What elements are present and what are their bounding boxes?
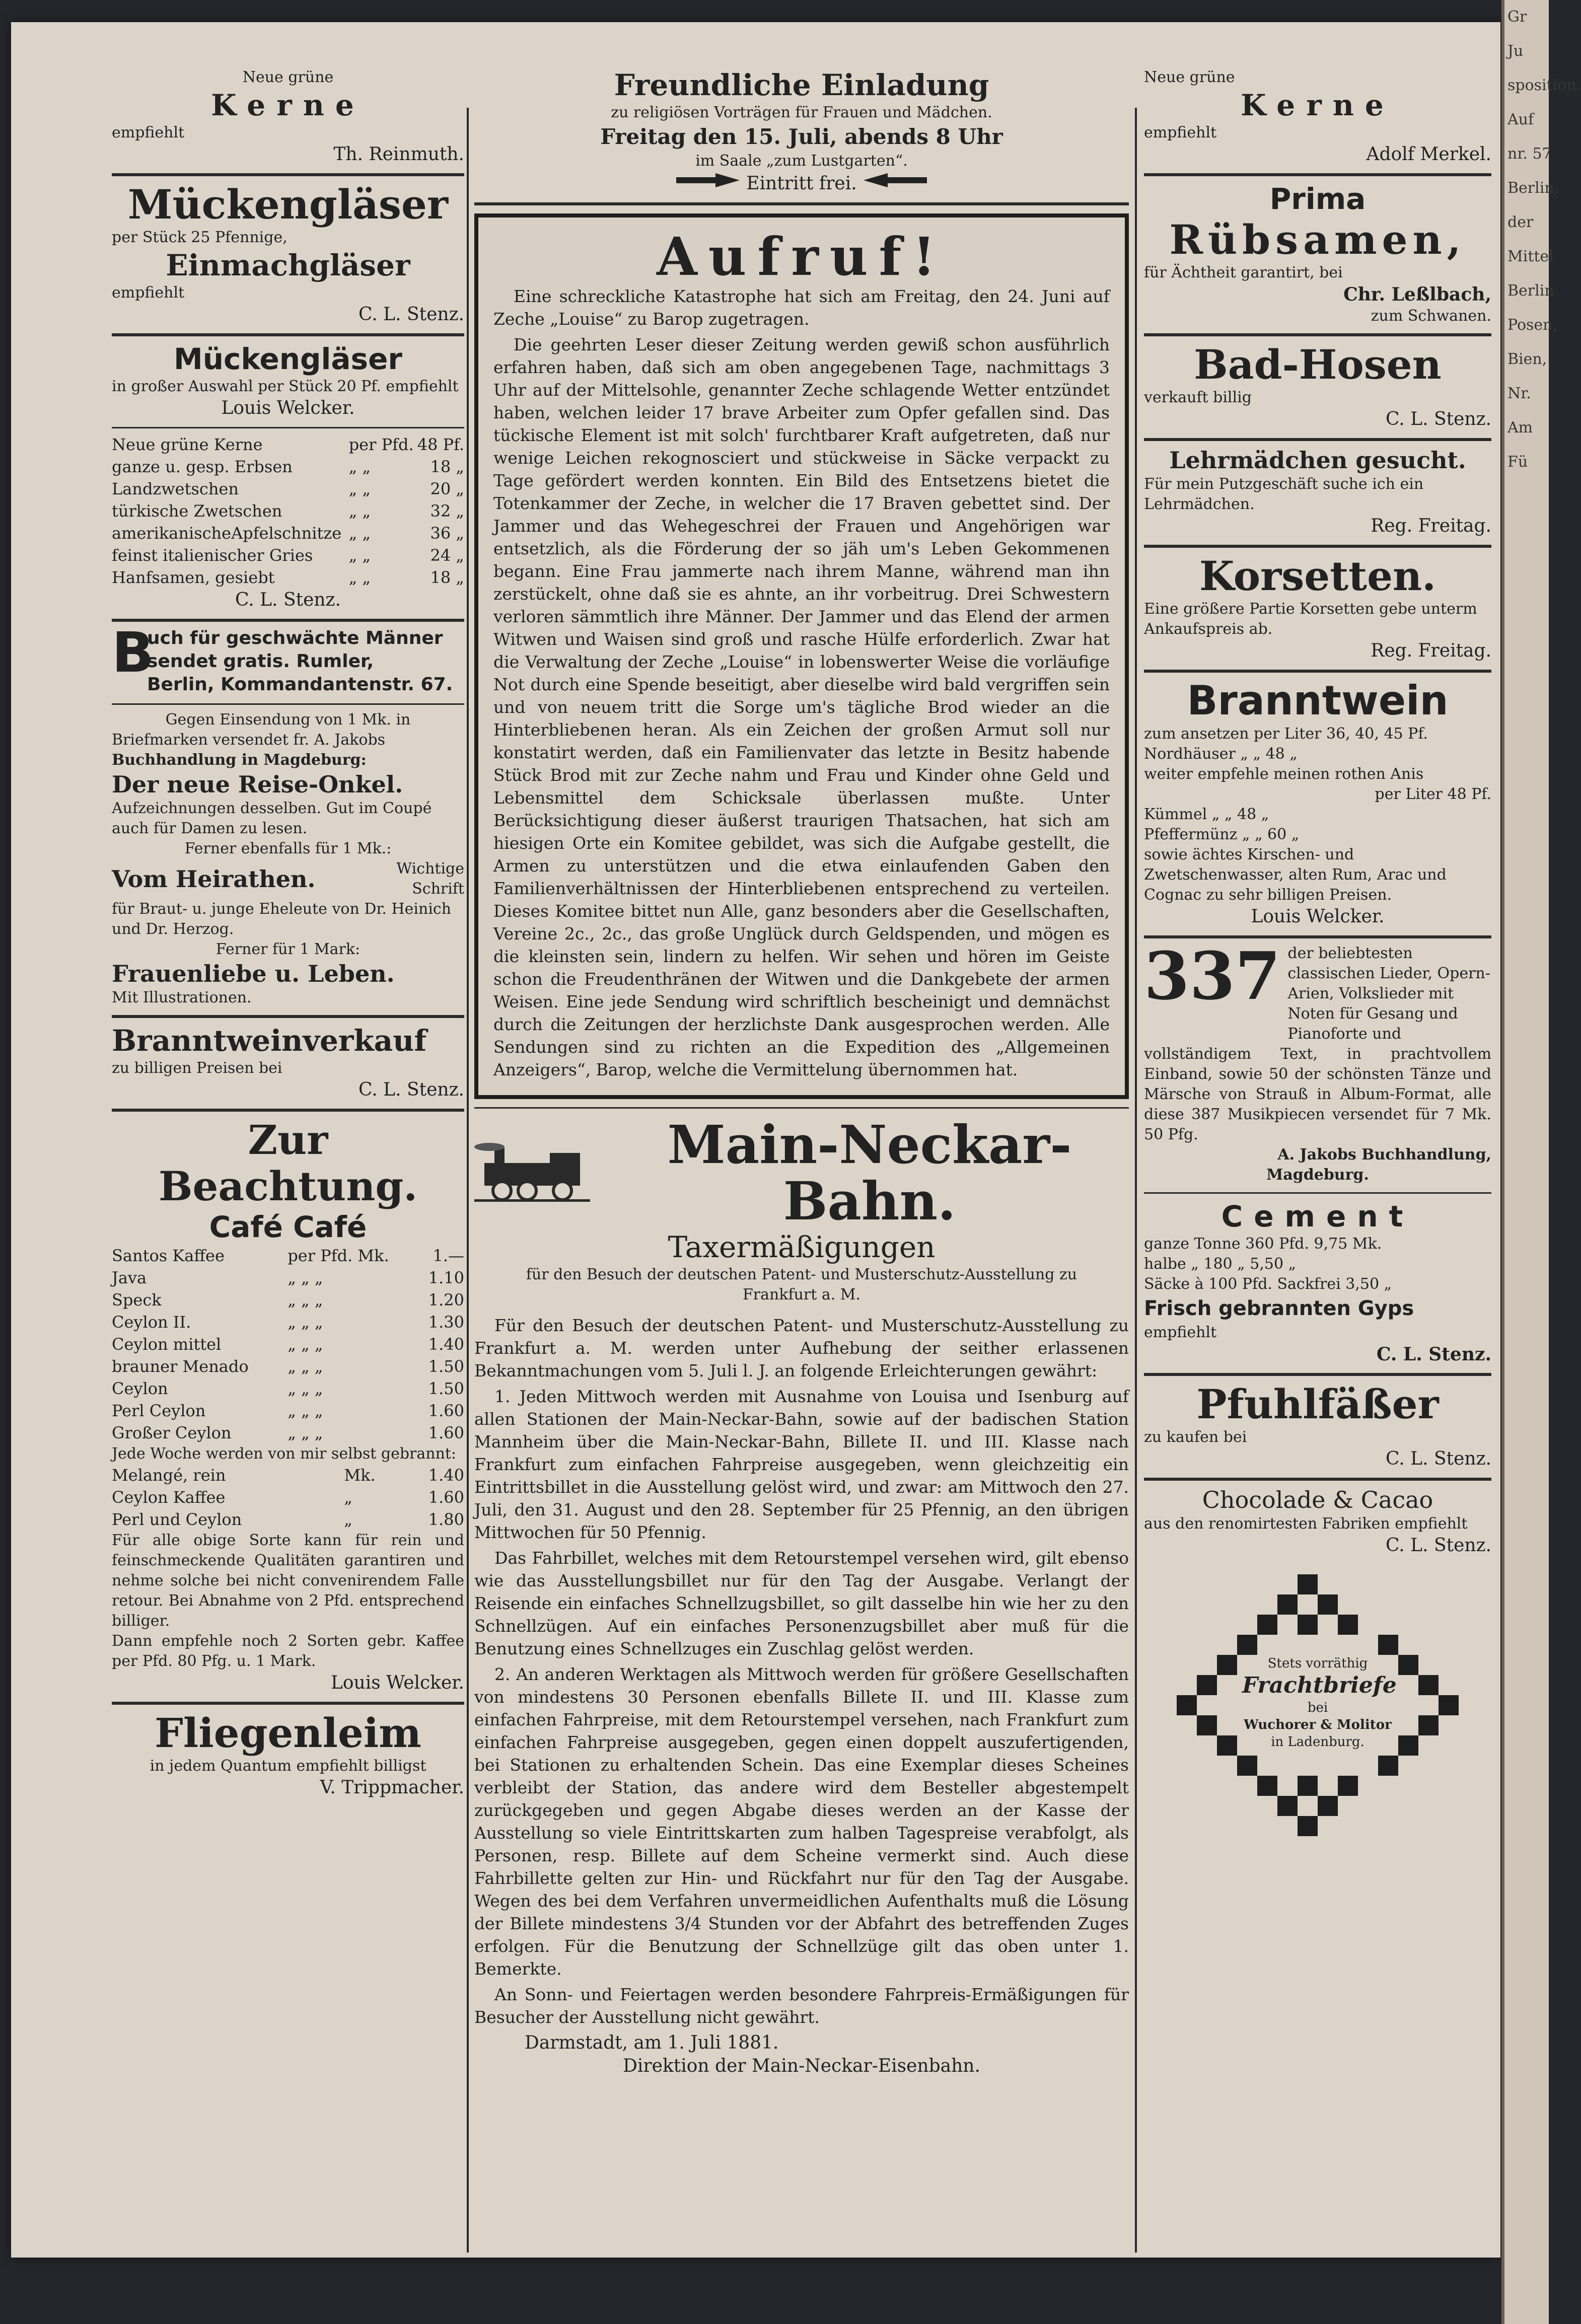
- paragraph: Das Fahrbillet, welches mit dem Retourstempel versehen wird, gilt ebenso wie das Ausstellungsbillet nur für den Tag der Ausgabe. Verlangt der Reisende ein einfaches Schnellzugsbillet, so gilt dasselbe hin wie her zu den Schnellzügen. Auf ein einfaches Personenzugsbillet aber muß für die Benutzung eines Schnellzuges ein Zuschlag gelöst werden.: [474, 1548, 1129, 1658]
- locomotive-icon: [474, 1143, 590, 1203]
- left-column: [112, 62, 464, 1806]
- ad-bad-hosen: [1144, 336, 1491, 441]
- ad-title: Kerne: [1241, 88, 1395, 122]
- ad-title: Freundliche Einladung: [614, 68, 989, 102]
- ad-pfuhlfaesser: [1144, 1376, 1491, 1481]
- ad-text: empfiehlt: [112, 124, 185, 141]
- ad-title: Lehrmädchen gesucht.: [1169, 447, 1466, 474]
- ad-text: vollständigem Text, in prachtvollem Einband, sowie 50 der schönsten Tänze und Märsche von Strauß in Album-Format, alle diese 387 Musikpiecen versendet für 7 Mk. 50 Pfg.: [1144, 1045, 1491, 1143]
- column-rule-left: [467, 108, 469, 2253]
- ad-text: per Liter 48 Pf.: [1375, 785, 1491, 803]
- ad-title: Café Café: [209, 1210, 367, 1244]
- ad-main-neckar-bahn: [474, 1107, 1129, 2085]
- ad-title: Main-Neckar-Bahn.: [667, 1114, 1072, 1232]
- ad-title: Zur Beachtung.: [158, 1116, 418, 1210]
- ad-title: Cement: [1221, 1199, 1414, 1233]
- bahn-body: [474, 1314, 1129, 2028]
- bleed-text: Fü: [1507, 453, 1528, 471]
- price-row: Neue grüne Kerne per Pfd. 48 Pf.: [112, 435, 464, 454]
- price-row: amerikanischeApfelschnitze „ „ 36 „: [112, 524, 464, 543]
- ad-text: in großer Auswahl per Stück 20 Pf. empfiehlt: [112, 378, 459, 395]
- ad-text: Ferner ebenfalls für 1 Mk.:: [184, 840, 392, 857]
- ad-zur-beachtung: [112, 1112, 464, 1705]
- price-row: Ceylon II. „ „ „ 1.30: [112, 1313, 464, 1332]
- aufruf-body: [493, 285, 1110, 1081]
- ad-title: Einmachgläser: [166, 248, 410, 282]
- ad-text: sendet gratis. Rumler,: [147, 651, 374, 672]
- ad-text: Stets vorräthig: [1267, 1656, 1368, 1671]
- ad-text: empfiehlt: [112, 284, 185, 302]
- ad-title: Bad-Hosen: [1194, 341, 1442, 388]
- ad-text: Kümmel „ „ 48 „: [1144, 806, 1269, 823]
- ad-text: zu religiösen Vorträgen für Frauen und Mädchen.: [611, 104, 992, 121]
- price-row: Perl Ceylon „ „ „ 1.60: [112, 1401, 464, 1420]
- ad-text: verkauft billig: [1144, 389, 1252, 406]
- ad-text: Mit Illustrationen.: [112, 989, 252, 1006]
- pointing-hand-left-icon: [863, 171, 928, 195]
- ad-kerne-merkel: [1144, 62, 1491, 176]
- ad-title: Branntweinverkauf: [112, 1024, 427, 1058]
- price-row: Java „ „ „ 1.10: [112, 1268, 464, 1287]
- ad-text: in jedem Quantum empfiehlt billigst: [150, 1757, 426, 1775]
- ad-text: Berlin, Kommandantenstr. 67.: [147, 674, 453, 695]
- ad-freundliche-einladung: [474, 62, 1129, 205]
- ad-mueckenglaeser-stenz: [112, 176, 464, 336]
- ad-title: Pfuhlfäßer: [1196, 1381, 1439, 1428]
- paragraph: Für den Besuch der deutschen Patent- und Musterschutz-Ausstellung zu Frankfurt a. M. werden unter Aufhebung der seither erlassenen Bekanntmachungen vom 5. Juli l. J. an folgende Erleichterungen gewährt:: [474, 1316, 1129, 1381]
- ad-signature: C. L. Stenz.: [1376, 1344, 1491, 1365]
- ad-text: für Ächtheit garantirt, bei: [1144, 264, 1343, 281]
- drop-cap: B: [112, 620, 154, 685]
- ad-text: zu billigen Preisen bei: [112, 1059, 282, 1077]
- bleed-text: der: [1507, 213, 1534, 231]
- bleed-text: Berlin: [1507, 282, 1554, 300]
- ad-text: halbe „ 180 „ 5,50 „: [1144, 1255, 1297, 1273]
- ad-text: Buchhandlung in Magdeburg:: [112, 751, 367, 769]
- ad-text: Pfeffermünz „ „ 60 „: [1144, 826, 1300, 843]
- ad-text: aus den renomirtesten Fabriken empfiehlt: [1144, 1515, 1468, 1533]
- bleed-text: Berlin,: [1507, 179, 1559, 197]
- ad-korsetten: [1144, 548, 1491, 673]
- price-row: Ceylon mittel „ „ „ 1.40: [112, 1335, 464, 1354]
- bleed-text: Posen,: [1507, 316, 1558, 334]
- ad-text: Freitag den 15. Juli, abends 8 Uhr: [600, 124, 1003, 149]
- coffee-price-table: [112, 1245, 464, 1444]
- ad-signature: Chr. Leßlbach,: [1343, 284, 1491, 305]
- ad-text: Wichtige Schrift: [396, 860, 464, 898]
- ad-frachtbriefe: [1177, 1574, 1459, 1856]
- ad-title: Aufruf!: [657, 226, 947, 287]
- paragraph: Die geehrten Leser dieser Zeitung werden gewiß schon ausführlich erfahren haben, daß sich am oben angegebenen Tage, nachmittags 3 Uhr auf der Mittelsohle, genannter Zeche schlagende Wetter entzündet haben, welchen leider 17 brave Arbeiter zum Opfer gefallen sind. Das tückische Element ist mit solch' furchtbarer Kraft aufgetreten, daß nur wenige Leichen rekognosciert und stückweise in Säcke verpackt zu Tage gefördert werden konnten. Ein Bild des Entsetzens bietet die Totenkammer der Zeche, in welcher die 17 Braven gebettet sind. Der Jammer und das Wehegeschrei der Frauen und Angehörigen war entsetzlich, als die Förderung der so jäh um's Leben Gekommenen begann. Eine Frau jammerte nach ihrem Manne, während man ihn zerstückelt, ohne daß sie es ahnte, an ihr vorbeitrug. Drei Schwestern verloren sämmtlich ihre Männer. Der Jammer und das Elend der armen Witwen und Waisen sind groß und rasche Hülfe erforderlich. Zwar hat die Verwaltung der Zeche „Louise“ in lobenswerter Weise die vorläufige Not durch eine Spende beseitigt, aber dieselbe wird bald vergriffen sein und von neuem tritt die Sorge um's tägliche Brod wieder an die Hinterbliebenen heran. Als ein Zeichen der großen Armut soll nur konstatirt werden, daß ein Familienvater das letzte in Besitz habende Stück Brod mit zur Zeche nahm und Frau und Kinder ohne Geld und Lebensmittel dem Schicksale überlassen mußte. Unter Berücksichtigung dieser äußerst traurigen Thatsachen, hat sich am hiesigen Orte ein Komitee gebildet, was sich die Aufgabe gestellt, die Armen zu unterstützen und die etwa einlaufenden Gaben den Familienverhältnissen der Hinterbliebenen entsprechend zu verteilen. Dieses Komitee bittet nun Alle, ganz besonders aber die Gesellschaften, Vereine 2c., 2c., das große Unglück durch Geldspenden, und mögen es die kleinsten sein, lindern zu helfen. Wir sehen und hören im Geiste schon die Freudenthränen der Witwen und die Dankgebete der armen Weisen. Eine jede Sendung wird schriftlich bescheinigt und demnächst durch die Zeitungen der herzlichste Dank ausgesprochen werden. Alle Sendungen sind zu richten an die Expedition des „Allgemeinen Anzeigers“, Barop, welche die Vermittelung übernommen hat.: [493, 335, 1110, 1079]
- ad-signature: C. L. Stenz.: [1386, 1448, 1491, 1469]
- bahn-header: [474, 1114, 1129, 1232]
- bleed-text: Gr: [1507, 8, 1527, 26]
- ad-signature: A. Jakobs Buchhandlung,: [1277, 1146, 1491, 1164]
- column-rule-right: [1135, 108, 1137, 2253]
- ad-title: Mückengläser: [173, 342, 403, 376]
- ad-kicker: Neue grüne: [242, 68, 334, 86]
- newspaper-page: [11, 22, 1500, 2258]
- ad-signature: Adolf Merkel.: [1366, 144, 1491, 165]
- ad-lehrmaedchen: [1144, 441, 1491, 548]
- ad-title: Fliegenleim: [155, 1709, 421, 1757]
- ad-text: Säcke à 100 Pfd. Sackfrei 3,50 „: [1144, 1275, 1392, 1293]
- ad-text: Eintritt frei.: [746, 173, 857, 194]
- ad-text: Aufzeichnungen desselben. Gut im Coupé auch für Damen zu lesen.: [112, 800, 432, 837]
- ad-signature: Louis Welcker.: [221, 398, 355, 418]
- ad-text: Für alle obige Sorte kann für rein und feinschmeckende Qualitäten garantiren und nehme solche bei nicht convenirendem Falle retour. Bei Abnahme von 2 Pfd. entsprechend billiger.: [112, 1532, 464, 1630]
- ad-text: bei: [1307, 1700, 1328, 1715]
- ad-text: für Braut- u. junge Eheleute von Dr. Heinich und Dr. Herzog.: [112, 900, 452, 938]
- right-column: [1144, 62, 1491, 1856]
- ad-mueckenglaeser-welcker: [112, 336, 464, 428]
- ad-text: zum ansetzen per Liter 36, 40, 45 Pf.: [1144, 725, 1428, 743]
- ad-text: Gegen Einsendung von 1 Mk. in: [165, 711, 411, 729]
- ad-signature: V. Trippmacher.: [320, 1777, 464, 1798]
- entry-line: [474, 171, 1129, 195]
- ad-fliegenleim: [112, 1705, 464, 1806]
- ad-kicker: Neue grüne: [1144, 68, 1235, 86]
- ad-signature: Reg. Freitag.: [1371, 640, 1491, 661]
- ad-title: Vom Heirathen.: [112, 865, 316, 893]
- ad-signature: C. L. Stenz.: [358, 1079, 464, 1100]
- ad-text: Ferner für 1 Mark:: [215, 940, 361, 958]
- bleed-text: nr. 57: [1507, 145, 1552, 163]
- bleed-text: Am: [1507, 419, 1533, 437]
- price-table: [112, 433, 464, 589]
- ad-text: Dann empfehle noch 2 Sorten gebr. Kaffee per Pfd. 80 Pfg. u. 1 Mark.: [112, 1632, 464, 1670]
- ad-text: Jede Woche werden von mir selbst gebrannt:: [112, 1445, 457, 1463]
- pointing-hand-right-icon: [675, 171, 741, 195]
- ad-signature: Th. Reinmuth.: [333, 144, 464, 165]
- ad-text: Für mein Putzgeschäft suche ich ein Lehrmädchen.: [1144, 475, 1424, 513]
- price-row: Ceylon „ „ „ 1.50: [112, 1379, 464, 1398]
- ad-title: Frachtbriefe: [1242, 1673, 1397, 1698]
- ad-signature: Reg. Freitag.: [1371, 516, 1491, 536]
- lieder-head: [1144, 937, 1491, 1044]
- bleed-text: Bien,: [1507, 350, 1547, 368]
- ad-signature: Louis Welcker.: [330, 1673, 464, 1693]
- ad-text: empfiehlt: [1144, 1324, 1217, 1341]
- price-row: türkische Zwetschen „ „ 32 „: [112, 501, 464, 521]
- price-row: Ceylon Kaffee „ 1.60: [112, 1488, 464, 1507]
- ad-text: ganze Tonne 360 Pfd. 9,75 Mk.: [1144, 1235, 1382, 1253]
- ad-text: in Ladenburg.: [1271, 1734, 1364, 1750]
- bleed-text: Mittel: [1507, 248, 1554, 265]
- ad-kerne-reinmuth: [112, 62, 464, 176]
- ad-text: der beliebtesten classischen Lieder, Opern-Arien, Volkslieder mit Noten für Gesang und Pianoforte und: [1287, 945, 1490, 1043]
- ad-text: Eine größere Partie Korsetten gebe unterm Ankaufspreis ab.: [1144, 600, 1477, 638]
- ad-title: Chocolade & Cacao: [1202, 1486, 1433, 1513]
- ad-signature: Louis Welcker.: [1251, 906, 1385, 927]
- ad-text: Frisch gebrannten Gyps: [1144, 1297, 1414, 1320]
- price-row: Landzwetschen „ „ 20 „: [112, 479, 464, 498]
- ad-title: Korsetten.: [1199, 552, 1436, 600]
- ad-signature: C. L. Stenz.: [358, 304, 464, 325]
- bleed-text: Auf: [1507, 111, 1534, 128]
- price-row: ganze u. gesp. Erbsen „ „ 18 „: [112, 457, 464, 476]
- price-row: feinst italienischer Gries „ „ 24 „: [112, 546, 464, 565]
- ad-title: Der neue Reise-Onkel.: [112, 771, 403, 798]
- ad-kicker: Prima: [1269, 182, 1366, 216]
- paragraph: An Sonn- und Feiertagen werden besondere Fahrpreis-Ermäßigungen für Besucher der Ausstellung nicht gewährt.: [474, 1985, 1129, 2027]
- ad-text: uch für geschwächte Männer: [147, 628, 443, 648]
- ad-cement: [1144, 1194, 1491, 1376]
- ad-signature: C. L. Stenz.: [1386, 1535, 1491, 1556]
- ad-branntwein: [1144, 673, 1491, 938]
- price-row: Großer Ceylon „ „ „ 1.60: [112, 1423, 464, 1442]
- ad-title: Rübsamen,: [1169, 216, 1466, 263]
- ad-title: Frauenliebe u. Leben.: [112, 960, 395, 987]
- ad-signature: Direktion der Main-Neckar-Eisenbahn.: [623, 2056, 980, 2076]
- price-row: Santos Kaffee per Pfd. Mk. 1.—: [112, 1246, 464, 1265]
- ad-buch-rumler: [112, 622, 464, 705]
- ad-text: empfiehlt: [1144, 124, 1217, 141]
- ad-text: per Stück 25 Pfennige,: [112, 229, 288, 246]
- paragraph: Eine schreckliche Katastrophe hat sich am Freitag, den 24. Juni auf Zeche „Louise“ zu Barop zugetragen.: [493, 286, 1110, 329]
- ad-text: für den Besuch der deutschen Patent- und Musterschutz-Ausstellung zu Frankfurt a. M.: [526, 1266, 1077, 1303]
- ad-chocolade: [1144, 1481, 1491, 1564]
- price-row: Hanfsamen, gesiebt „ „ 18 „: [112, 568, 464, 587]
- price-row: brauner Menado „ „ „ 1.50: [112, 1357, 464, 1376]
- ad-title: Branntwein: [1187, 677, 1449, 724]
- paragraph: 1. Jeden Mittwoch werden mit Ausnahme von Louisa und Isenburg auf allen Stationen der Main-Neckar-Bahn, sowie auf der badischen Station Mannheim über die Main-Neckar-Bahn, Billete II. und III. Klasse nach Frankfurt zum einfachen Fahrpreise ausgegeben, wenn gleichzeitig ein Eintrittsbillet in die Ausstellung gelöst wird, und zwar: am Mittwoch den 27. Juli, den 31. August und den 28. September für 25 Pfennig, an den übrigen Mittwochen für 50 Pfennig.: [474, 1387, 1129, 1542]
- adjacent-page-edge: [1501, 0, 1581, 2324]
- price-row: Perl und Ceylon „ 1.80: [112, 1510, 464, 1529]
- ad-date: Darmstadt, am 1. Juli 1881.: [525, 2032, 779, 2053]
- middle-column: [474, 62, 1129, 2085]
- ad-jakobs-buchhandlung: [112, 705, 464, 1018]
- bleed-text: sposition.: [1507, 77, 1581, 94]
- ad-aufruf: [474, 213, 1129, 1099]
- bleed-text: Ju: [1507, 42, 1524, 60]
- price-row: Speck „ „ „ 1.20: [112, 1290, 464, 1310]
- ad-text: zu kaufen bei: [1144, 1428, 1247, 1446]
- ad-text: Wuchorer & Molitor: [1244, 1717, 1392, 1732]
- big-number: 337: [1144, 937, 1281, 1014]
- ad-text: sowie ächtes Kirschen- und Zwetschenwasser, alten Rum, Arac und Cognac zu sehr billigen Preisen.: [1144, 846, 1447, 904]
- ad-branntweinverkauf: [112, 1018, 464, 1112]
- ad-text: Nordhäuser „ „ 48 „: [1144, 745, 1298, 763]
- bleed-text: Nr.: [1507, 385, 1531, 402]
- frachtbriefe-text: [1242, 1655, 1397, 1751]
- roast-price-table: [112, 1464, 464, 1531]
- ad-title: Mückengläser: [127, 181, 449, 228]
- ad-text: zum Schwanen.: [1371, 307, 1491, 325]
- ad-signature: C. L. Stenz.: [235, 590, 341, 610]
- ad-lieder-jakobs: [1144, 938, 1491, 1194]
- ad-text: Briefmarken versendet fr. A. Jakobs: [112, 731, 386, 749]
- ad-text: Magdeburg.: [1266, 1166, 1369, 1184]
- ad-subtitle: Taxermäßigungen: [668, 1230, 936, 1264]
- ad-title: Kerne: [211, 88, 365, 122]
- ad-signature: C. L. Stenz.: [1386, 409, 1491, 429]
- price-row: Melangé, rein Mk. 1.40: [112, 1466, 464, 1485]
- paragraph: 2. An anderen Werktagen als Mittwoch werden für größere Gesellschaften von mindestens 30 Personen ebenfalls Billete II. und III. Klasse zum einfachen Fahrpreise, mit dem Retourstempel versehen, nach Frankfurt zum einfachen Fahrpreise ausgegeben, gegen einen doppelt auszufertigenden, bei Stationen zu erhaltenden Schein. Das eine Exemplar dieses Scheines verbleibt der Station, das andere wird dem Besteller abgestempelt zurückgegeben und gegen Abgabe dieses werden an der Kasse der Ausstellung so viele Eintrittskarten zum halben Tagespreise verabfolgt, als Personen, resp. Billete auf dem Scheine vermerkt sind. Auch diese Fahrbillette gelten zur Hin- und Rückfahrt nur für den Tag der Ausgabe. Wegen des bei dem Verfahren unvermeidlichen Aufenthalts muß die Lösung der Billete mindestens 3/4 Stunden vor der Abfahrt des betreffenden Zuges erfolgen. Für die Benutzung der Schnellzüge gilt das oben unter 1. Bemerkte.: [474, 1664, 1129, 1979]
- ad-text: weiter empfehle meinen rothen Anis: [1144, 765, 1424, 783]
- ad-price-list-stenz: [112, 428, 464, 622]
- ad-ruebsamen: [1144, 176, 1491, 336]
- ad-title-row: [112, 859, 464, 899]
- ad-text: im Saale „zum Lustgarten“.: [695, 152, 908, 170]
